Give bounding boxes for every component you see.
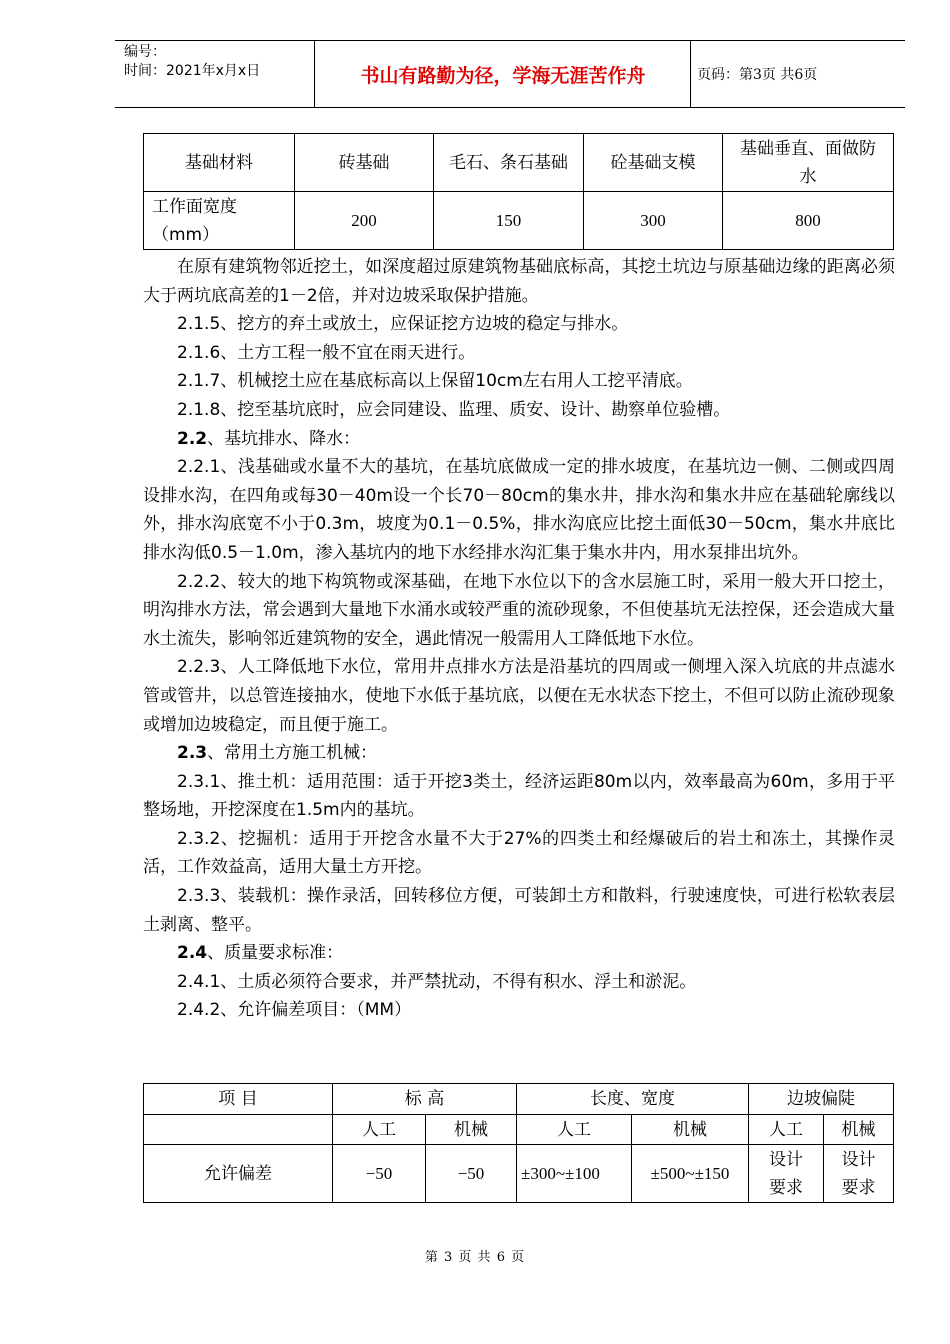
table2-header-slope: 边坡偏陡 (749, 1084, 894, 1115)
table2-cell: ±500~±150 (632, 1145, 749, 1203)
table2-subheader: 机械 (824, 1115, 894, 1145)
header-motto: 书山有路勤为径，学海无涯苦作舟 (316, 41, 691, 107)
paragraph (143, 653, 895, 739)
table1-cell: 毛石、条石基础 (434, 134, 584, 192)
header-page-label: 页码：第3页 共6页 (697, 67, 818, 83)
paragraph (143, 825, 895, 882)
number-label: 编号： (124, 44, 166, 60)
table2-cell: −50 (333, 1145, 426, 1203)
table1-cell: 200 (295, 192, 434, 250)
table2-row-label: 允许偏差 (144, 1145, 333, 1203)
paragraph (143, 367, 895, 396)
section-heading (143, 739, 895, 768)
section-number: 2.2 (177, 428, 208, 449)
table1-cell: 工作面宽度（mm） (144, 192, 295, 250)
table2-header-item: 项 目 (144, 1084, 333, 1115)
page-footer: 第 3 页 共 6 页 (424, 1250, 526, 1265)
paragraph-text: 2.1.7、机械挖土应在基底标高以上保留10cm左右用人工挖平清底。 (177, 371, 693, 392)
table1-cell: 800 (723, 192, 894, 250)
paragraph (143, 310, 895, 339)
table1-cell: 基础材料 (144, 134, 295, 192)
section-heading (143, 425, 895, 454)
work-width-table (143, 133, 894, 250)
paragraph-text: 2.4.2、允许偏差项目：（MM） (177, 1000, 412, 1021)
table1-cell: 砼基础支模 (584, 134, 723, 192)
section-number: 2.3 (177, 743, 208, 764)
paragraph (143, 453, 895, 567)
table2-cell: 设计要求 (749, 1145, 824, 1203)
table2-header-elevation: 标 高 (333, 1084, 517, 1115)
table2-blank (144, 1115, 333, 1145)
table2-cell: −50 (426, 1145, 517, 1203)
paragraph-text: 、常用土方施工机械： (207, 743, 378, 764)
time-label: 时间：2021年x月x日 (124, 63, 261, 79)
table1-cell: 砖基础 (295, 134, 434, 192)
paragraph-text: 2.1.6、土方工程一般不宜在雨天进行。 (177, 342, 476, 363)
paragraph-text: 2.3.2、挖掘机：适用于开挖含水量不大于27%的四类土和经爆破后的岩土和冻土，其操作灵活，工作效益高，适用大量土方开挖。 (143, 828, 895, 878)
section-heading (143, 939, 895, 968)
paragraph-text: 2.3.1、推土机：适用范围：适于开挖3类土，经济运距80m以内，效率最高为60m，多用于平整场地，开挖深度在1.5m内的基坑。 (143, 771, 895, 821)
paragraph-text: 2.2.2、较大的地下构筑物或深基础，在地下水位以下的含水层施工时，采用一般大开口挖土，明沟排水方法，常会遇到大量地下水涌水或较严重的流砂现象，不但使基坑无法控保，还会造成大量水土流失，影响邻近建筑物的安全，遇此情况一般需用人工降低地下水位。 (143, 571, 895, 649)
paragraph (143, 396, 895, 425)
table2-subheader: 机械 (632, 1115, 749, 1145)
paragraph-text: 、质量要求标准： (207, 943, 344, 964)
table2-header-length: 长度、宽度 (517, 1084, 749, 1115)
document-body (143, 253, 895, 1025)
paragraph (143, 568, 895, 654)
paragraph-text: 在原有建筑物邻近挖土，如深度超过原建筑物基础底标高，其挖土坑边与原基础边缘的距离必须大于两坑底高差的1－2倍，并对边坡采取保护措施。 (143, 257, 895, 306)
paragraph (143, 968, 895, 997)
paragraph-text: 2.1.5、挖方的弃土或放土，应保证挖方边坡的稳定与排水。 (177, 314, 629, 335)
paragraph-text: 2.2.1、浅基础或水量不大的基坑，在基坑底做成一定的排水坡度，在基坑边一侧、二侧或四周设排水沟，在四角或每30－40m设一个长70－80cm的集水井，排水沟和集水井应在基础轮廓线以外，排水沟底宽不小于0.3m，坡度为0.1－0.5%，排水沟底应比挖土面低30－50cm，集水井底比排水沟低0.5－1.0m，渗入基坑内的地下水经排水沟汇集于集水井内，用水泵排出坑外。 (143, 457, 895, 563)
paragraph-text: 、基坑排水、降水： (207, 428, 361, 449)
table1-cell: 基础垂直、面做防水 (723, 134, 894, 192)
paragraph-text: 2.3.3、装载机：操作录活，回转移位方便，可装卸土方和散料，行驶速度快，可进行松软表层土剥离、整平。 (143, 886, 895, 935)
header-meta (115, 41, 315, 107)
table2-subheader: 人工 (749, 1115, 824, 1145)
table2-subheader: 人工 (517, 1115, 632, 1145)
table2-cell: 设计要求 (824, 1145, 894, 1203)
paragraph-text: 2.4.1、土质必须符合要求，并严禁扰动，不得有积水、浮土和淤泥。 (177, 971, 697, 992)
table1-cell: 150 (434, 192, 584, 250)
table2-subheader: 人工 (333, 1115, 426, 1145)
tolerance-table (143, 1083, 894, 1203)
section-number: 2.4 (177, 943, 208, 964)
paragraph (143, 253, 895, 310)
paragraph (143, 768, 895, 825)
table2-subheader: 机械 (426, 1115, 517, 1145)
table2-cell: ±300~±100 (517, 1145, 632, 1203)
paragraph-text: 2.1.8、挖至基坑底时，应会同建设、监理、质安、设计、勘察单位验槽。 (177, 399, 731, 420)
paragraph (143, 882, 895, 939)
paragraph-text: 2.2.3、人工降低地下水位，常用井点排水方法是沿基坑的四周或一侧埋入深入坑底的井点滤水管或管井，以总管连接抽水，使地下水低于基坑底，以便在无水状态下挖土，不但可以防止流砂现象或增加边坡稳定，而且便于施工。 (143, 657, 895, 735)
page-header (115, 40, 905, 108)
paragraph (143, 339, 895, 368)
paragraph (143, 996, 895, 1025)
table1-cell: 300 (584, 192, 723, 250)
